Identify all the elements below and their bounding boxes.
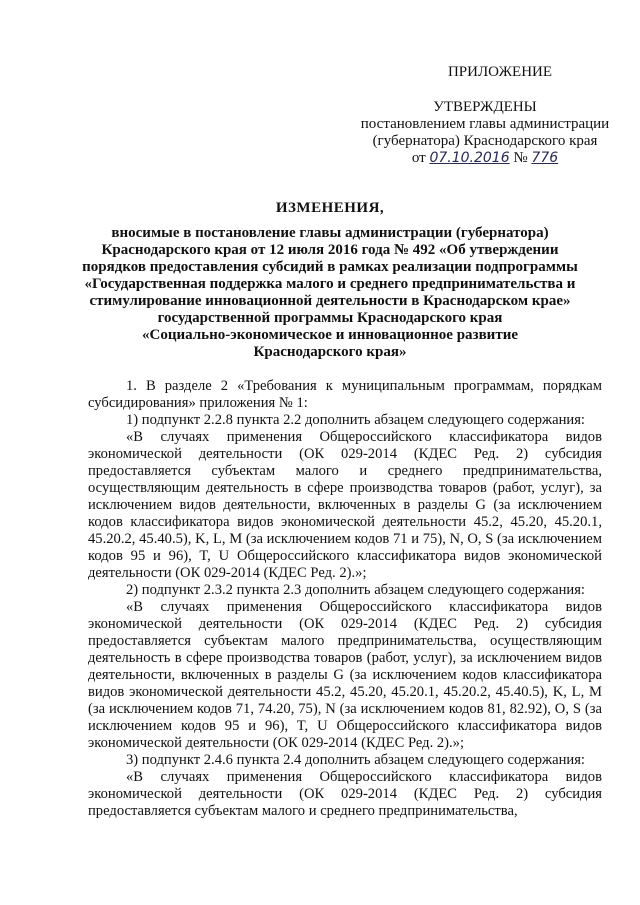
- from-label: от: [411, 150, 426, 166]
- title-line: порядков предоставления субсидий в рамках реализации подпрограммы: [82, 259, 578, 275]
- paragraph-section-1: 1. В разделе 2 «Требования к муниципальным программам, порядкам субсидирования» приложения № 1:: [88, 378, 602, 411]
- title-line: «Государственная поддержка малого и среднего предпринимательства и: [84, 276, 576, 292]
- paragraph-quote-1: «В случаях применения Общероссийского классификатора видов экономической деятельности (ОК 029-2014 (КДЕС Ред. 2) субсидия предоставляется субъектам малого и среднего предпринимательства, осуществляющим деятельность в сфере производства товаров (работ, услуг), за исключением видов деятельности, включенных в разделы G (за исключением кодов классификатора видов экономической деятельности 45.2, 45.20, 45.20.1, 45.20.2, 45.40.5), K, L, M (за исключением кодов 71 и 75), N, O, S (за исключением кодов 95 и 96), T, U Общероссийского классификатора видов экономической деятельности (ОК 029-2014 (КДЕС Ред. 2).»;: [88, 429, 602, 581]
- approved-label: УТВЕРЖДЕНЫ: [433, 99, 537, 115]
- title-line: Краснодарского края от 12 июля 2016 года № 492 «Об утверждении: [101, 242, 559, 258]
- handwritten-date: 07.10.2016: [429, 150, 510, 166]
- title-line: «Социально-экономическое и инновационное развитие: [142, 327, 518, 343]
- title-line: государственной программы Краснодарского края: [157, 310, 503, 326]
- title-line: стимулирование инновационной деятельности в Краснодарском крае»: [89, 293, 571, 309]
- handwritten-number: 776: [531, 150, 559, 166]
- paragraph-item-2: 2) подпункт 2.3.2 пункта 2.3 дополнить абзацем следующего содержания:: [126, 582, 585, 598]
- paragraph-item-1: 1) подпункт 2.2.8 пункта 2.2 дополнить абзацем следующего содержания:: [126, 412, 585, 428]
- paragraph-quote-2: «В случаях применения Общероссийского классификатора видов экономической деятельности (ОК 029-2014 (КДЕС Ред. 2) субсидия предоставляется субъектам малого предпринимательства, осуществляющим деятельность в сфере производства товаров (работ, услуг), за исключением видов деятельности, включенных в разделы G (за исключением кодов классификатора видов экономической деятельности 45.2, 45.20, 45.20.1, 45.20.2, 45.40.5), K, L, M (за исключением кодов 71, 74.20, 75), N (за исключением кодов 81, 82.92), O, S (за исключением кодов 95 и 96), T, U Общероссийского классификатора видов экономической деятельности (ОК 029-2014 (КДЕС Ред. 2).»;: [88, 599, 602, 751]
- approval-line-2: (губернатора) Краснодарского края: [372, 133, 598, 149]
- title-main: ИЗМЕНЕНИЯ,: [275, 200, 385, 216]
- document-title: [60, 200, 600, 361]
- approval-block: [360, 64, 610, 167]
- appendix-label: ПРИЛОЖЕНИЕ: [447, 64, 553, 80]
- approval-date-line: [360, 150, 610, 167]
- title-line: вносимые в постановление главы администрации (губернатора): [111, 225, 549, 241]
- number-sign: №: [513, 150, 528, 166]
- paragraph-quote-3: «В случаях применения Общероссийского классификатора видов экономической деятельности (ОК 029-2014 (КДЕС Ред. 2) субсидия предоставляется субъектам малого и среднего предпринимательства,: [88, 769, 602, 819]
- approval-line-1: постановлением главы администрации: [360, 116, 610, 132]
- title-line: Краснодарского края»: [253, 344, 407, 360]
- paragraph-item-3: 3) подпункт 2.4.6 пункта 2.4 дополнить абзацем следующего содержания:: [126, 752, 585, 768]
- document-body: [88, 378, 602, 820]
